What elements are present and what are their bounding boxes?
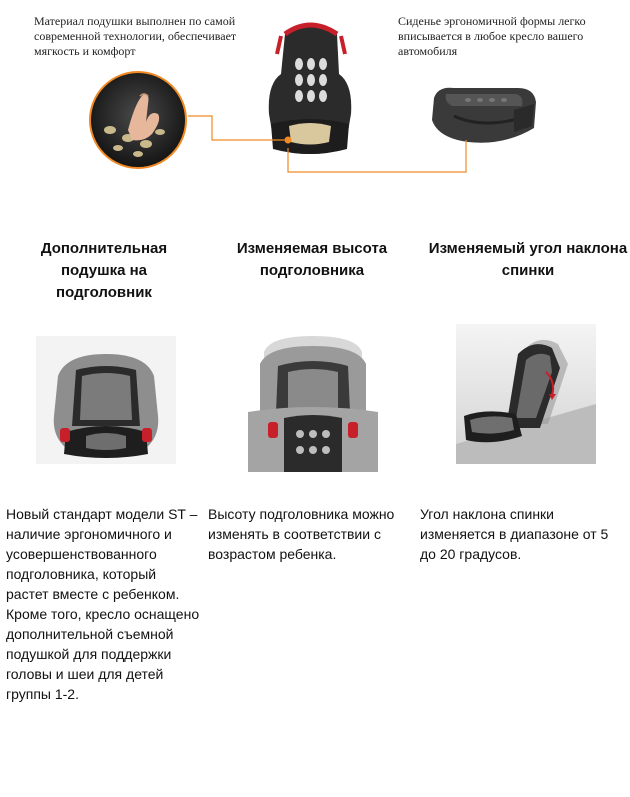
backrest-angle-image: [456, 324, 596, 464]
headrest-pillow-image: [36, 336, 176, 464]
headrest-height-image: [238, 322, 388, 472]
feature-3-description: Угол наклона спинки изменяется в диапазоне от 5 до 20 градусов.: [420, 506, 609, 562]
connector-lines: [0, 0, 630, 200]
feature-1-description: Новый стандарт модели ST – наличие эргономичного и усовершенствованного подголовника, который растет вместе с ребенком. Кроме того, кресло оснащено дополнительной съемной подушкой для поддержки головы и шеи для детей группы 1-2.: [6, 506, 200, 702]
cushion-material-note: Материал подушки выполнен по самой современной технологии, обеспечивает мягкость и комфорт: [34, 14, 237, 58]
feature-1-title: Дополнительная подушка на подголовник: [40, 240, 168, 301]
feature-2-description: Высоту подголовника можно изменять в соответствии с возрастом ребенка.: [208, 506, 395, 562]
ergonomic-seat-note: Сиденье эргономичной формы легко вписывается в любое кресло вашего автомобиля: [398, 14, 586, 58]
feature-2-title: Изменяемая высота подголовника: [236, 240, 388, 279]
feature-3-title: Изменяемый угол наклона спинки: [428, 240, 628, 279]
